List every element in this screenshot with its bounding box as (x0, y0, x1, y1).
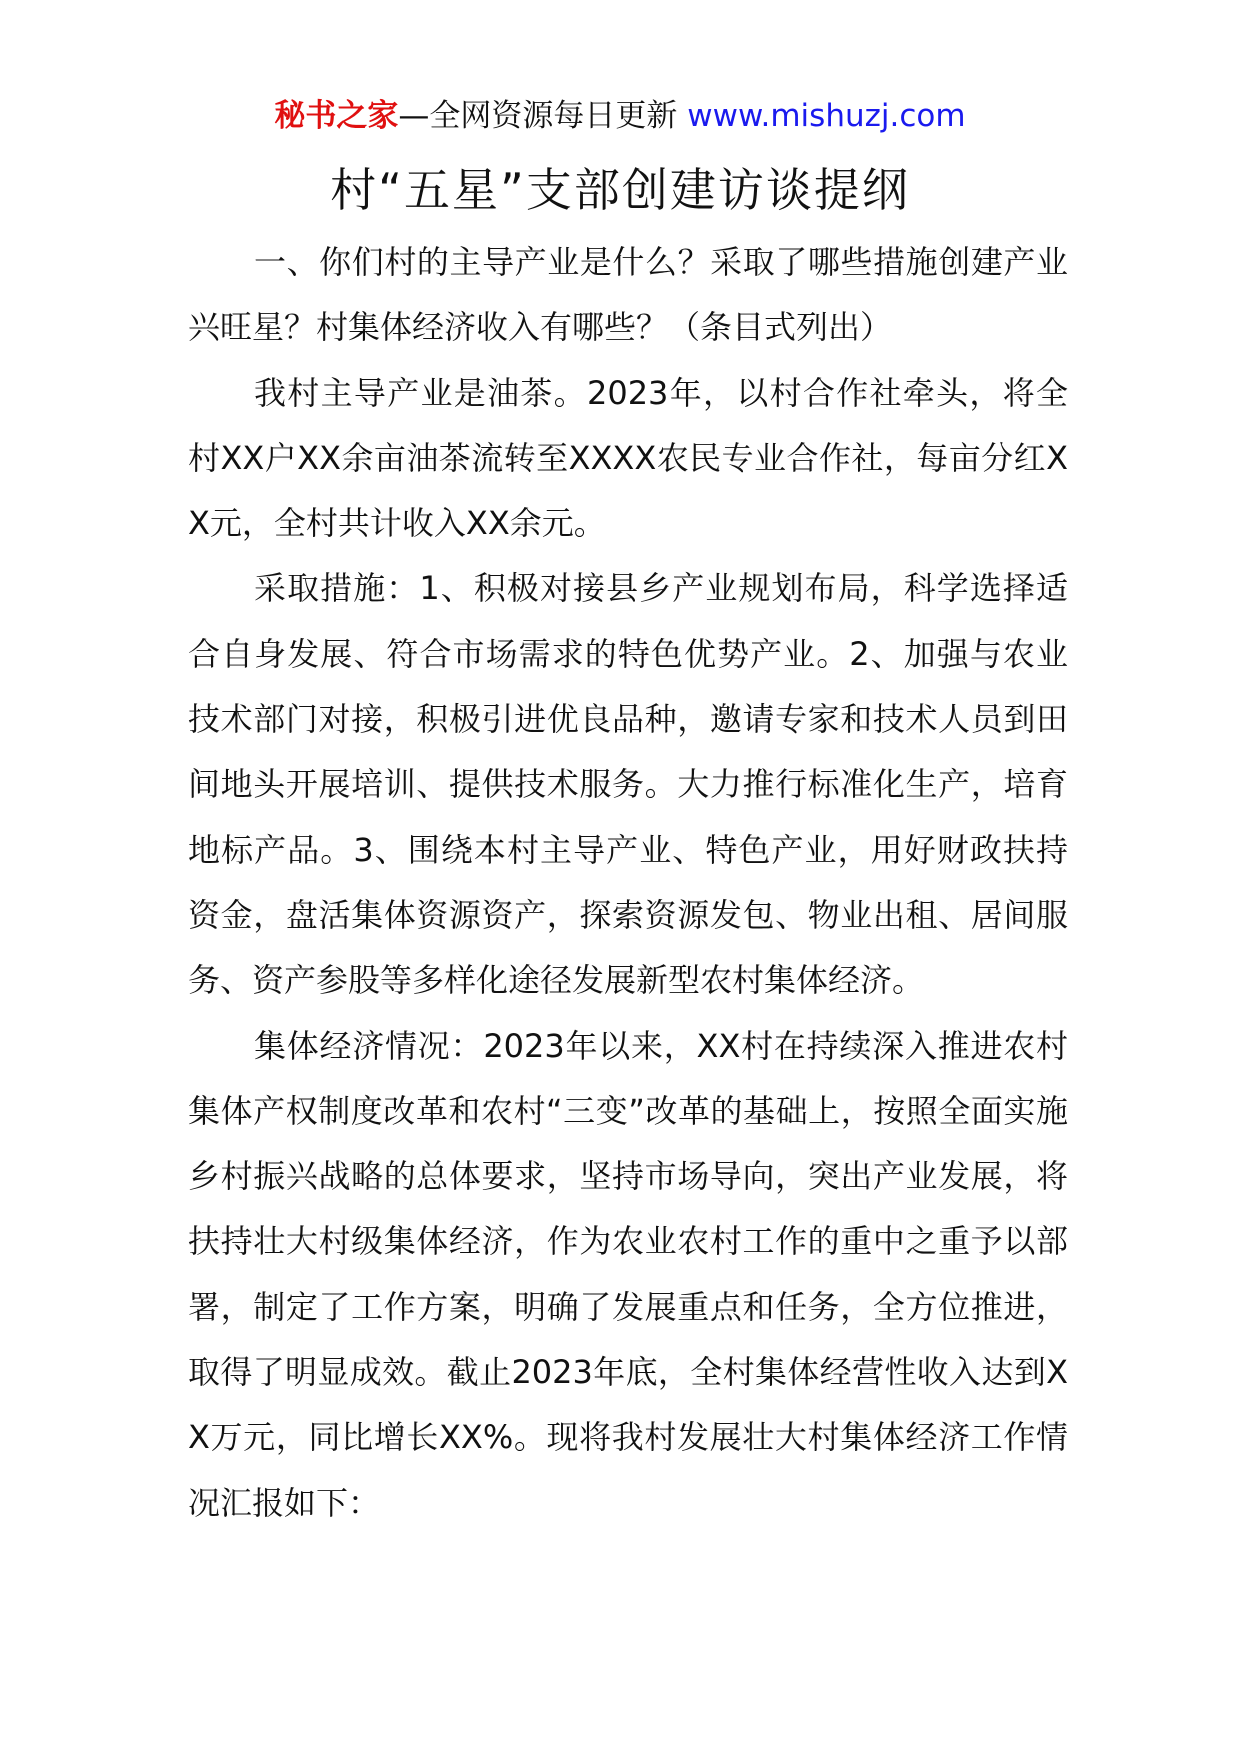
site-url-link[interactable]: www.mishuzj.com (687, 98, 966, 134)
site-header (0, 96, 1240, 136)
industry-paragraph: 我村主导产业是油茶。2023年，以村合作社牵头，将全村XX户XX余亩油茶流转至XXXX农民专业合作社，每亩分红XX元，全村共计收入XX余元。 (188, 373, 1068, 543)
economy-paragraph: 集体经济情况：2023年以来，XX村在持续深入推进农村集体产权制度改革和农村“三变”改革的基础上，按照全面实施乡村振兴战略的总体要求，坚持市场导向，突出产业发展，将扶持壮大村级集体经济，作为农业农村工作的重中之重予以部署，制定了工作方案，明确了发展重点和任务，全方位推进，取得了明显成效。截止2023年底，全村集体经营性收入达到XX万元，同比增长XX%。现将我村发展壮大村集体经济工作情况汇报如下： (188, 1026, 1068, 1522)
header-tagline: —全网资源每日更新 (398, 98, 688, 134)
document-body (188, 230, 1068, 1536)
document-title: 村“五星”支部创建访谈提纲 (330, 163, 910, 217)
measures-paragraph: 采取措施：1、积极对接县乡产业规划布局，科学选择适合自身发展、符合市场需求的特色优势产业。2、加强与农业技术部门对接，积极引进优良品种，邀请专家和技术人员到田间地头开展培训、提供技术服务。大力推行标准化生产，培育地标产品。3、围绕本村主导产业、特色产业，用好财政扶持资金，盘活集体资源资产，探索资源发包、物业出租、居间服务、资产参股等多样化途径发展新型农村集体经济。 (188, 569, 1068, 1000)
question-paragraph: 一、你们村的主导产业是什么？采取了哪些措施创建产业兴旺星？村集体经济收入有哪些？（条目式列出） (188, 243, 1068, 347)
brand-name: 秘书之家 (274, 98, 399, 134)
